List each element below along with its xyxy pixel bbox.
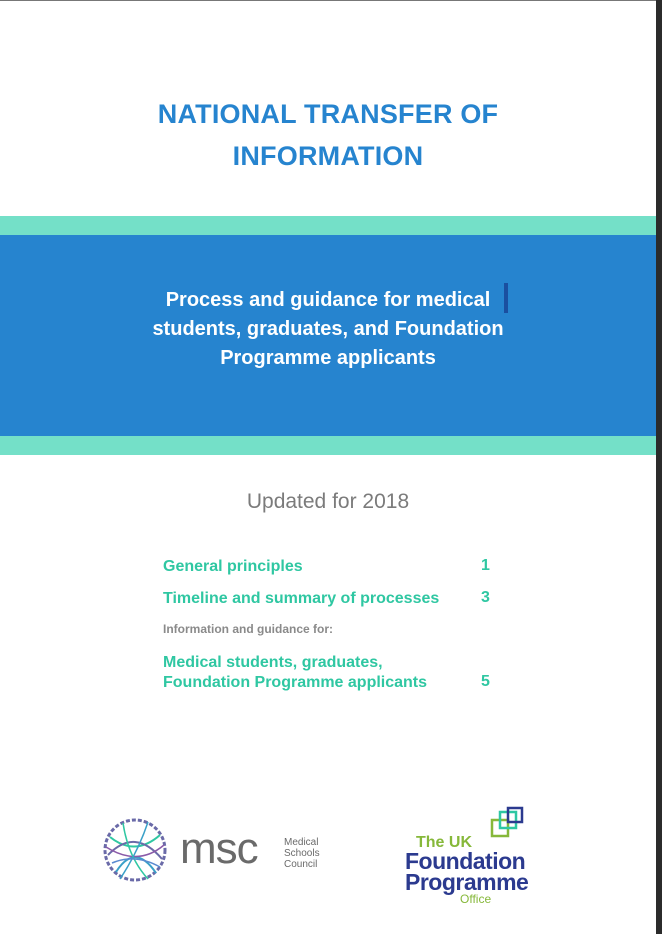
msc-circle-emblem-icon	[98, 817, 174, 883]
toc-item-label-line-2: Foundation Programme applicants	[163, 674, 428, 691]
msc-name-line-1: Medical	[284, 837, 319, 848]
updated-note: Updated for 2018	[246, 490, 410, 513]
toc-item-label-line-1: Medical students, graduates,	[163, 654, 383, 671]
toc-item-page: 1	[481, 557, 490, 574]
ukfpo-line-1: The UK	[416, 834, 472, 851]
teal-band-top	[0, 216, 656, 235]
toc-item-label: Timeline and summary of processes	[163, 590, 440, 607]
text-cursor	[504, 283, 508, 313]
subtitle-line-3: Programme applicants	[220, 347, 436, 369]
ukfpo-squares-icon	[488, 806, 528, 840]
window-edge	[656, 0, 662, 934]
ukfpo-logo	[400, 806, 560, 906]
ukfpo-line-2: Foundation	[405, 848, 526, 874]
toc-item-page: 5	[481, 673, 490, 690]
msc-logo	[98, 817, 338, 883]
title-line-2: INFORMATION	[232, 141, 424, 171]
ukfpo-line-4: Office	[460, 892, 492, 906]
toc-item-page: 3	[481, 589, 490, 606]
document-title	[0, 93, 656, 177]
ukfpo-line-3: Programme	[405, 869, 529, 895]
msc-wordmark: msc	[180, 824, 258, 873]
teal-band-bottom	[0, 436, 656, 455]
subtitle-line-1: Process and guidance for medical	[165, 289, 491, 311]
document-subtitle	[0, 286, 656, 373]
toc-section-label: Information and guidance for:	[163, 622, 333, 636]
msc-name-line-3: Council	[284, 859, 318, 870]
msc-full-name	[284, 837, 320, 870]
title-line-1: NATIONAL TRANSFER OF	[157, 99, 499, 129]
toc-item-label: General principles	[163, 558, 303, 575]
toc-item-timeline[interactable]	[163, 589, 493, 609]
toc-item-general-principles[interactable]	[163, 557, 493, 577]
toc-item-medical-students[interactable]	[163, 653, 493, 693]
subtitle-line-2: students, graduates, and Foundation	[152, 318, 504, 340]
msc-name-line-2: Schools	[284, 848, 320, 859]
